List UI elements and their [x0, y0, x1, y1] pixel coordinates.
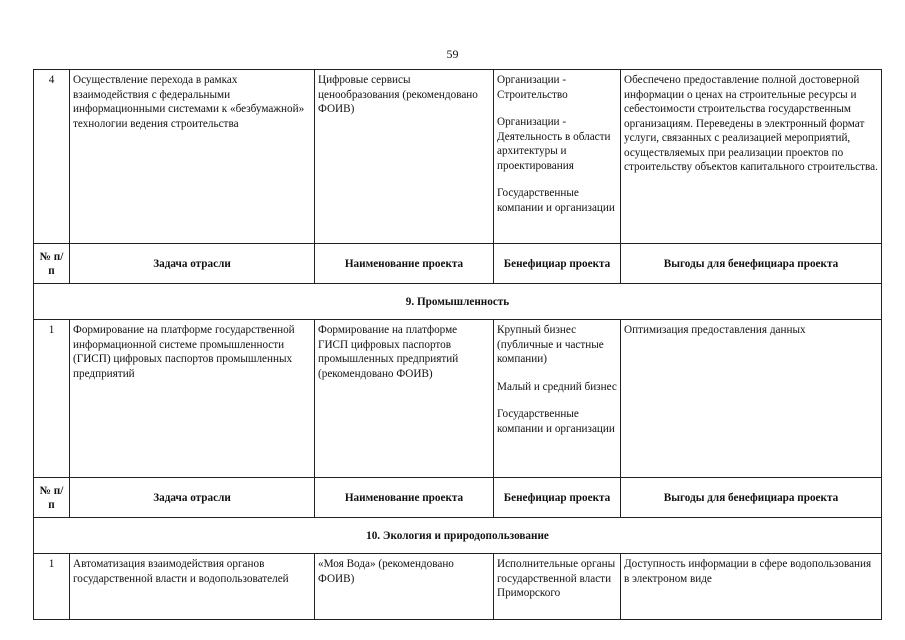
header-task: Задача отрасли [70, 244, 315, 284]
row-number: 1 [34, 554, 70, 620]
beneficiary-item: Организации - Строительство [497, 74, 568, 101]
table-row [34, 554, 882, 620]
header-project: Наименование проекта [315, 244, 494, 284]
beneficiary-cell [494, 70, 621, 244]
beneficiary-item: Государственные компании и организации [497, 187, 615, 214]
header-task: Задача отрасли [70, 478, 315, 518]
table-row [34, 70, 882, 244]
benefits-cell: Доступность информации в сфере водопользования в электроном виде [621, 554, 882, 620]
table-header-row [34, 244, 882, 284]
beneficiary-item: Организации - Деятельность в области архитектуры и проектирования [497, 116, 611, 172]
header-project: Наименование проекта [315, 478, 494, 518]
project-cell: Формирование на платформе ГИСП цифровых паспортов промышленных предприятий (рекомендовано ФОИВ) [315, 320, 494, 478]
task-cell: Формирование на платформе государственной информационной системе промышленности (ГИСП) цифровых паспортов промышленных предприятий [70, 320, 315, 478]
beneficiary-item: Малый и средний бизнес [497, 380, 617, 393]
beneficiary-item: Крупный бизнес (публичные и частные компании) [497, 324, 604, 366]
benefits-cell: Оптимизация предоставления данных [621, 320, 882, 478]
benefits-cell: Обеспечено предоставление полной достоверной информации о ценах на строительные ресурсы и себестоимости строительства государственным организациям. Переведены в электронный формат услуги, связанных с реализацией мероприятий, осуществляемых при реализации проектов по строительству объектов капитального строительства. [621, 70, 882, 244]
project-cell: «Моя Вода» (рекомендовано ФОИВ) [315, 554, 494, 620]
projects-table [33, 69, 882, 620]
header-num: № п/п [34, 478, 70, 518]
header-beneficiary: Бенефициар проекта [494, 478, 621, 518]
header-benefits: Выгоды для бенефициара проекта [621, 244, 882, 284]
header-benefits: Выгоды для бенефициара проекта [621, 478, 882, 518]
section-title: 10. Экология и природопользование [34, 518, 882, 554]
section-title: 9. Промышленность [34, 284, 882, 320]
table-header-row [34, 478, 882, 518]
header-num: № п/п [34, 244, 70, 284]
row-number: 1 [34, 320, 70, 478]
beneficiary-item: Государственные компании и организации [497, 408, 615, 435]
section-row [34, 518, 882, 554]
task-cell: Автоматизация взаимодействия органов государственной власти и водопользователей [70, 554, 315, 620]
header-beneficiary: Бенефициар проекта [494, 244, 621, 284]
row-number: 4 [34, 70, 70, 244]
beneficiary-cell [494, 320, 621, 478]
page-number: 59 [446, 47, 459, 61]
table-row [34, 320, 882, 478]
task-cell: Осуществление перехода в рамках взаимодействия с федеральными информационными системами к «безбумажной» технологии ведения строительства [70, 70, 315, 244]
beneficiary-cell: Исполнительные органы государственной власти Приморского [494, 554, 621, 620]
project-cell: Цифровые сервисы ценообразования (рекомендовано ФОИВ) [315, 70, 494, 244]
section-row [34, 284, 882, 320]
